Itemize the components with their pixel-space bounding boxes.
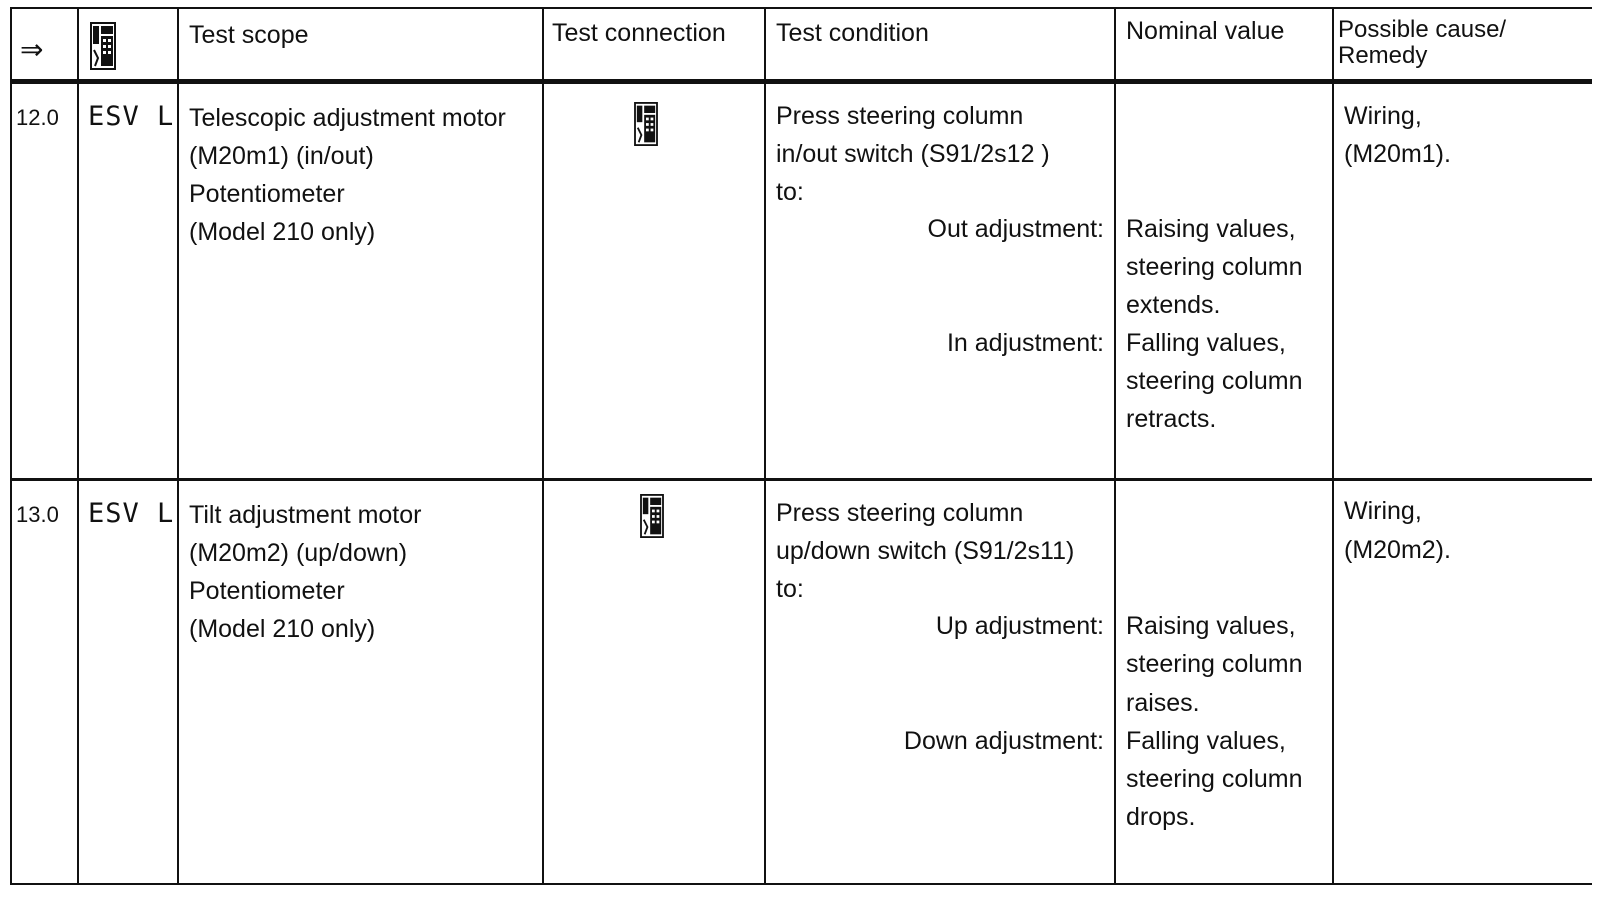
condition-case-label: In adjustment: [946, 329, 1104, 357]
remedy-line: (M20m1). [1344, 140, 1451, 168]
table-bottom-border [10, 883, 1592, 885]
condition-case-label: Down adjustment: [903, 727, 1104, 755]
nominal-line: retracts. [1126, 405, 1217, 433]
module-code: ESV L [88, 101, 175, 132]
condition-line: up/down switch (S91/2s11) [776, 537, 1075, 565]
condition-line: Press steering column [776, 499, 1024, 527]
scope-line: (Model 210 only) [189, 615, 376, 643]
arrow-icon: ⇒ [20, 34, 44, 65]
header-remedy: Remedy [1338, 42, 1428, 69]
table-top-border [10, 7, 1592, 9]
step-number: 12.0 [16, 105, 59, 130]
column-divider [764, 7, 766, 885]
condition-case-label: Out adjustment: [927, 215, 1104, 243]
column-divider [177, 7, 179, 885]
column-divider [1332, 7, 1334, 885]
remedy-line: Wiring, [1344, 497, 1422, 525]
header-nominal-value: Nominal value [1126, 17, 1285, 45]
nominal-line: steering column [1126, 765, 1303, 793]
nominal-line: steering column [1126, 253, 1303, 281]
nominal-line: Raising values, [1126, 215, 1296, 243]
condition-case-label: Up adjustment: [935, 612, 1104, 640]
nominal-line: steering column [1126, 650, 1303, 678]
row-divider [10, 478, 1592, 481]
condition-line: in/out switch (S91/2s12 ) [776, 140, 1050, 168]
remedy-line: Wiring, [1344, 102, 1422, 130]
nominal-line: Raising values, [1126, 612, 1296, 640]
condition-line: to: [776, 178, 804, 206]
header-test-condition: Test condition [776, 19, 929, 47]
scope-line: (M20m1) (in/out) [189, 142, 374, 170]
module-code: ESV L [88, 498, 175, 529]
condition-line: Press steering column [776, 102, 1024, 130]
column-divider [1114, 7, 1116, 885]
scope-line: Potentiometer [189, 577, 345, 605]
step-number: 13.0 [16, 502, 59, 527]
scope-line: Tilt adjustment motor [189, 501, 422, 529]
scope-line: (Model 210 only) [189, 218, 376, 246]
header-bottom-border [10, 79, 1592, 84]
remedy-line: (M20m2). [1344, 536, 1451, 564]
tester-device-icon [90, 22, 116, 70]
nominal-line: Falling values, [1126, 727, 1286, 755]
nominal-line: extends. [1126, 291, 1221, 319]
scope-line: Telescopic adjustment motor [189, 104, 506, 132]
column-divider [542, 7, 544, 885]
header-test-scope: Test scope [189, 21, 309, 49]
header-possible-cause: Possible cause/ [1338, 16, 1507, 43]
header-test-connection: Test connection [552, 19, 726, 47]
column-divider [77, 7, 79, 885]
nominal-line: raises. [1126, 689, 1200, 717]
column-divider [10, 7, 12, 885]
nominal-line: Falling values, [1126, 329, 1286, 357]
tester-device-icon [634, 102, 658, 146]
nominal-line: drops. [1126, 803, 1196, 831]
scope-line: (M20m2) (up/down) [189, 539, 408, 567]
condition-line: to: [776, 575, 804, 603]
nominal-line: steering column [1126, 367, 1303, 395]
scope-line: Potentiometer [189, 180, 345, 208]
tester-device-icon [640, 494, 664, 538]
